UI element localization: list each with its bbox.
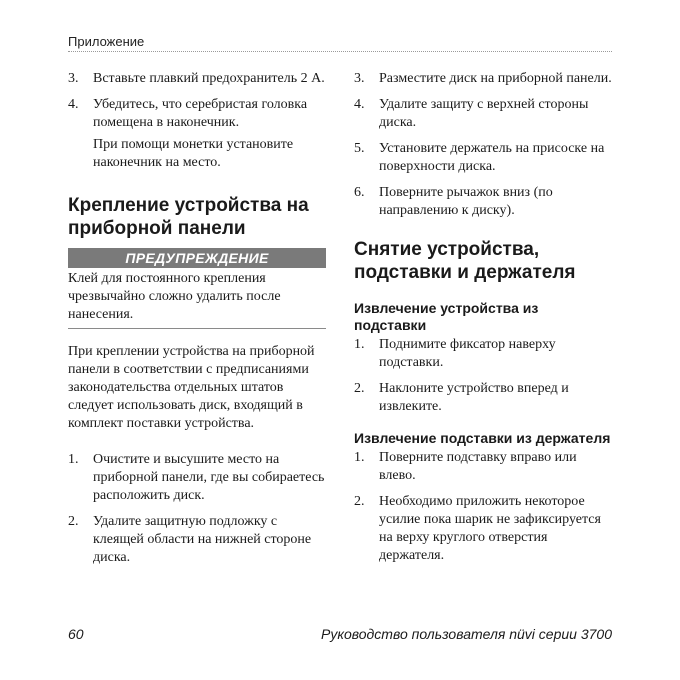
step-text: Поднимите фиксатор наверху подставки.: [379, 337, 556, 370]
list-item: [68, 70, 326, 88]
step-text: Установите держатель на присоске на поверхности диска.: [379, 141, 605, 174]
list-item: [68, 451, 326, 505]
list-item: [354, 184, 614, 220]
remove-cradle-steps: [354, 449, 614, 565]
list-item: [68, 96, 326, 132]
step-text: Вставьте плавкий предохранитель 2 A.: [93, 71, 325, 86]
step-number: 4.: [354, 97, 365, 112]
step-text: Убедитесь, что серебристая головка помещена в наконечник.: [93, 97, 308, 130]
page-number: 60: [68, 626, 84, 642]
manual-title: Руководство пользователя nüvi серии 3700: [321, 626, 612, 642]
step-number: 4.: [68, 97, 79, 112]
warning-text: Клей для постоянного крепления чрезвычайно сложно удалить после нанесения.: [68, 268, 326, 329]
list-item: [354, 140, 614, 176]
list-item: [354, 493, 614, 565]
mount-section-title: Крепление устройства на приборной панели: [68, 195, 309, 239]
right-column: [354, 70, 614, 573]
list-item: [354, 96, 614, 132]
running-header: Приложение: [68, 34, 612, 52]
list-item: [68, 513, 326, 567]
step-text: Поверните рычажок вниз (по направлению к диску).: [379, 185, 553, 218]
step-number: 3.: [68, 71, 79, 86]
step-note: При помощи монетки установите наконечник на место.: [93, 137, 294, 170]
step-number: 1.: [68, 452, 79, 467]
removal-section-title: Снятие устройства, подставки и держателя: [354, 239, 576, 283]
step-text: Разместите диск на приборной панели.: [379, 71, 612, 86]
remove-device-subtitle: Извлечение устройства из подставки: [354, 300, 539, 333]
step-text: Поверните подставку вправо или влево.: [379, 450, 577, 483]
step-text: Необходимо приложить некоторое усилие пока шарик не зафиксируется на верху круглого отверстия держателя.: [379, 494, 601, 563]
step-text: Очистите и высушите место на приборной панели, где вы собираетесь расположить диск.: [93, 452, 325, 503]
mount-paragraph: При креплении устройства на приборной панели в соответствии с предписаниями законодательства отдельных штатов следует использовать диск, входящий в комплект поставки устройства.: [68, 344, 315, 431]
warning-label: ПРЕДУПРЕЖДЕНИЕ: [68, 248, 326, 268]
list-item: [354, 70, 614, 88]
left-column: [68, 70, 326, 575]
step-number: 2.: [68, 514, 79, 529]
step-number: 2.: [354, 494, 365, 509]
mount-steps: [68, 451, 326, 567]
step-number: 2.: [354, 381, 365, 396]
remove-device-steps: [354, 336, 614, 416]
mount-steps-continued: [354, 70, 614, 220]
step-number: 5.: [354, 141, 365, 156]
fuse-steps: [68, 70, 326, 132]
step-number: 1.: [354, 450, 365, 465]
step-number: 1.: [354, 337, 365, 352]
step-text: Удалите защиту с верхней стороны диска.: [379, 97, 589, 130]
list-item: [354, 336, 614, 372]
list-item: [354, 380, 614, 416]
list-item: [354, 449, 614, 485]
step-text: Удалите защитную подложку с клеящей области на нижней стороне диска.: [93, 514, 312, 565]
step-number: 3.: [354, 71, 365, 86]
step-text: Наклоните устройство вперед и извлеките.: [379, 381, 569, 414]
remove-cradle-subtitle: Извлечение подставки из держателя: [354, 430, 611, 446]
step-number: 6.: [354, 185, 365, 200]
